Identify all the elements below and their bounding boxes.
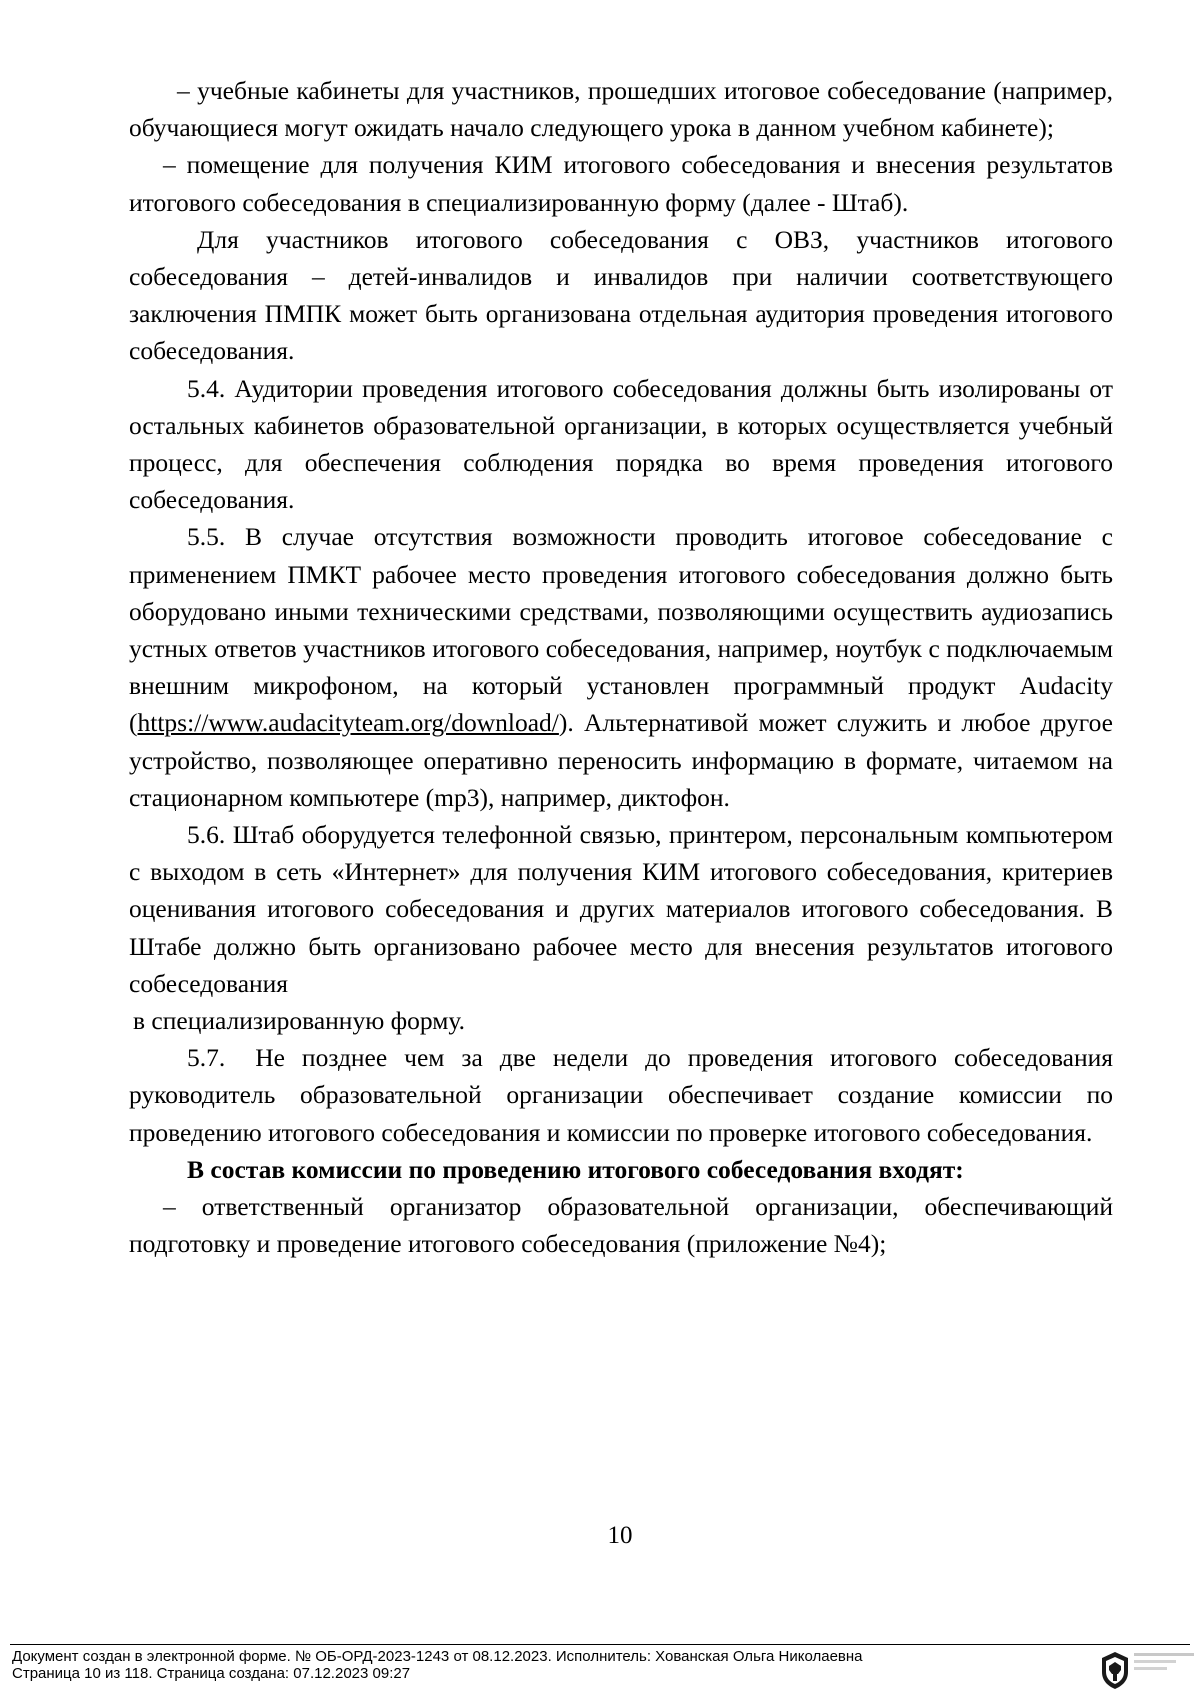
paragraph-5-6-last-line: в специализированную форму. bbox=[133, 1006, 465, 1036]
paragraph-5-5-text: 5.5. В случае отсутствия возможности проводить итоговое собеседование с применением ПМКТ рабочее место проведения итогового собеседования должно быть оборудовано иными техническими средствами, позволяющими осуществить аудиозапись устных ответов участников итогового собеседования, например, ноутбук с подключаемым внешним микрофоном, на который установлен программный продукт Audacity bbox=[129, 522, 1113, 701]
footer bbox=[12, 1648, 863, 1682]
paragraph-hq-room: – помещение для получения КИМ итогового собеседования и внесения результатов итогового собеседования в специализированную форму (далее - Штаб). bbox=[129, 150, 1113, 217]
link-open-paren: ( bbox=[129, 708, 138, 738]
paragraph-5-5-tail: ). Альтернативой может служить и любое другое устройство, позволяющее оперативно переносить информацию в формате, читаемом на стационарном компьютере (mp3), например, диктофон. bbox=[129, 708, 1113, 812]
footer-line-page-info: Страница 10 из 118. Страница создана: 07.12.2023 09:27 bbox=[12, 1665, 411, 1682]
document-body bbox=[129, 72, 1113, 1263]
paragraph-5-7 bbox=[129, 1039, 1113, 1151]
paragraph-responsible-organizer: – ответственный организатор образовательной организации, обеспечивающий подготовку и проведение итогового собеседования (приложение №4); bbox=[129, 1192, 1113, 1259]
paragraph-5-6: 5.6. Штаб оборудуется телефонной связью, принтером, персональным компьютером с выходом в сеть «Интернет» для получения КИМ итогового собеседования, критериев оценивания итогового собеседования и других материалов итогового собеседования. В Штабе должно быть организовано рабочее место для внесения результатов итогового собеседования bbox=[129, 820, 1113, 998]
paragraph-5-5 bbox=[129, 518, 1113, 816]
page-number: 10 bbox=[607, 1522, 633, 1549]
paragraph-5-7-text: Не позднее чем за две недели до проведения итогового собеседования руководитель образовательной организации обеспечивает создание комиссии по проведению итогового собеседования и комиссии по проверке итогового собеседования. bbox=[129, 1043, 1113, 1147]
paragraph-5-7-number: 5.7. bbox=[187, 1043, 226, 1073]
paragraph-classrooms: – учебные кабинеты для участников, прошедших итоговое собеседование (например, обучающиеся могут ожидать начало следующего урока в данном учебном кабинете); bbox=[129, 76, 1113, 143]
paragraph-5-4: 5.4. Аудитории проведения итогового собеседования должны быть изолированы от остальных кабинетов образовательной организации, в которых осуществляется учебный процесс, для обеспечения соблюдения порядка во время проведения итогового собеседования. bbox=[129, 373, 1113, 515]
footer-divider bbox=[10, 1644, 1190, 1645]
section-heading: В состав комиссии по проведению итогового собеседования входят: bbox=[187, 1154, 964, 1184]
paragraph-ovz: Для участников итогового собеседования с ОВЗ, участников итогового собеседования – детей-инвалидов и инвалидов при наличии соответствующего заключения ПМПК может быть организована отдельная аудитория проведения итогового собеседования. bbox=[129, 224, 1113, 366]
audacity-download-link[interactable]: https://www.audacityteam.org/download/ bbox=[137, 708, 559, 738]
footer-line-document: Документ создан в электронной форме. № ОБ-ОРД-2023-1243 от 08.12.2023. Исполнитель: Хованская Ольга Николаевна bbox=[12, 1648, 863, 1665]
coat-of-arms-icon bbox=[1098, 1650, 1132, 1690]
emblem-caption-decoration bbox=[1134, 1651, 1194, 1674]
